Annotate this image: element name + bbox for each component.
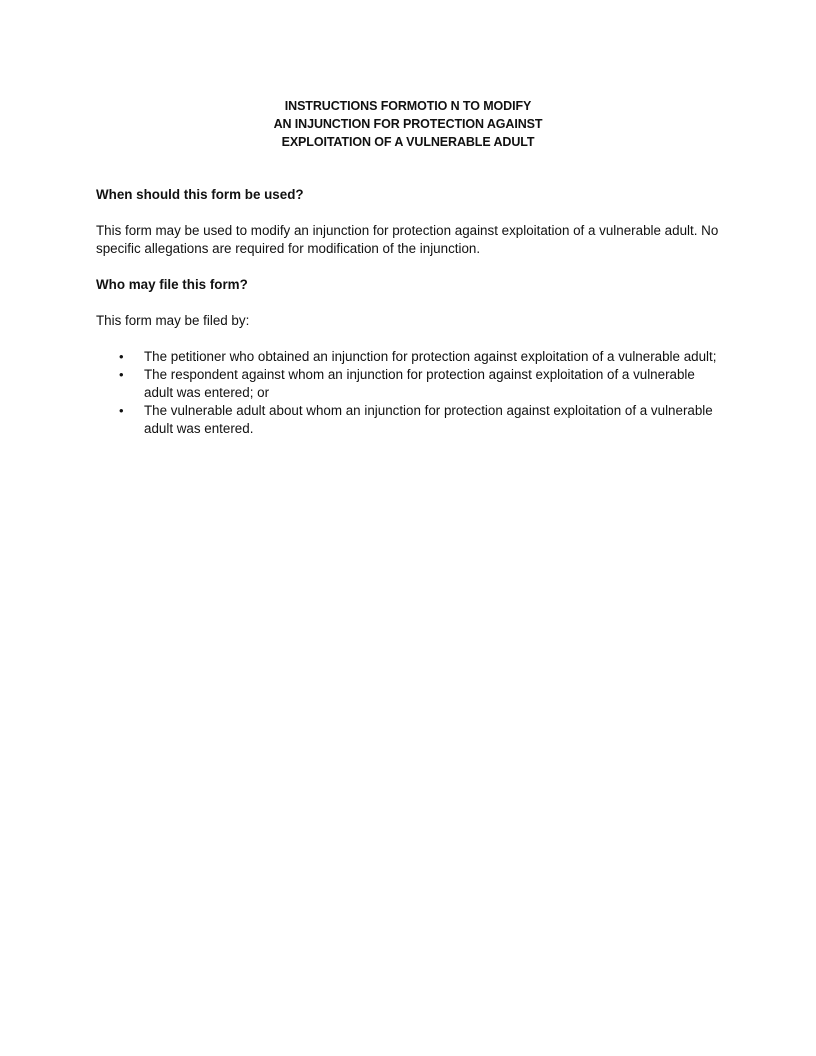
- title-line-1: INSTRUCTIONS FORMOTIO N TO MODIFY: [284, 99, 532, 113]
- list-item: [96, 402, 726, 438]
- document-body: [96, 186, 726, 438]
- document-title: [0, 97, 816, 151]
- list-item-text: The vulnerable adult about whom an injunction for protection against exploitation of a vulnerable adult was entered.: [144, 403, 713, 436]
- bullet-icon: •: [119, 403, 124, 418]
- section-heading-when: When should this form be used?: [96, 187, 304, 202]
- filer-list: [96, 348, 726, 438]
- bullet-icon: •: [119, 367, 124, 382]
- bullet-icon: •: [119, 349, 124, 364]
- list-item: [96, 366, 726, 402]
- list-item: [96, 348, 726, 366]
- section-paragraph-who: This form may be filed by:: [96, 313, 250, 328]
- section-heading-who: Who may file this form?: [96, 277, 248, 292]
- list-item-text: The respondent against whom an injunction for protection against exploitation of a vulnerable adult was entered; or: [144, 367, 695, 400]
- title-line-2: AN INJUNCTION FOR PROTECTION AGAINST: [273, 117, 543, 131]
- section-paragraph-when: This form may be used to modify an injunction for protection against exploitation of a vulnerable adult. No specific allegations are required for modification of the injunction.: [96, 223, 719, 256]
- title-line-3: EXPLOITATION OF A VULNERABLE ADULT: [281, 135, 535, 149]
- list-item-text: The petitioner who obtained an injunction for protection against exploitation of a vulnerable adult;: [144, 349, 717, 364]
